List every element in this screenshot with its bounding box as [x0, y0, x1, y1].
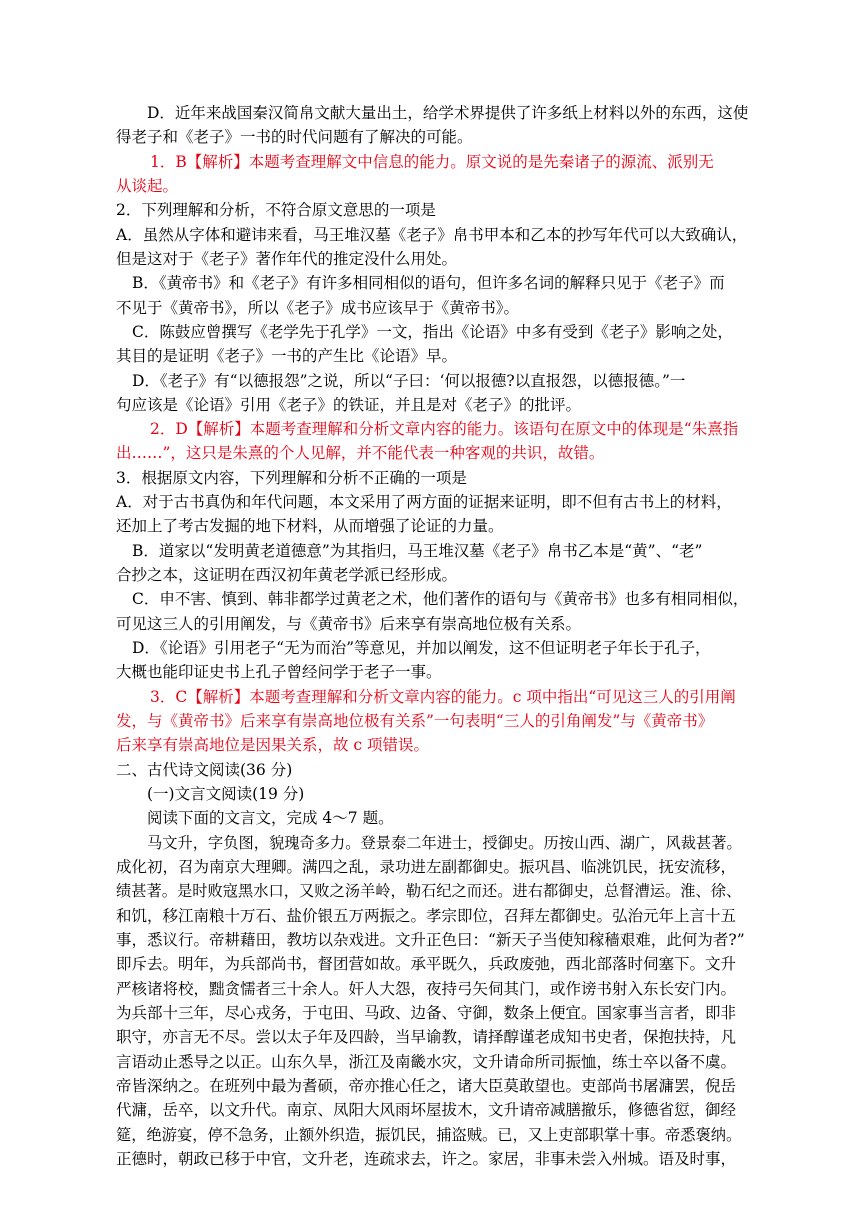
passage-line-8: 为兵部十三年，尽心戎务，于屯田、马政、边备、守御，数条上便宜。国家事当言者，即非: [116, 1004, 737, 1022]
passage-line-10: 言语动止悉导之以正。山东久旱，浙江及南畿水灾，文升请命所司振恤，练士卒以备不虞。: [116, 1053, 737, 1071]
passage-line-12: 代滽，岳卒，以文升代。南京、凤阳大风雨坏屋拔木，文升请帝减膳撤乐，修德省愆，御经: [116, 1101, 737, 1119]
q3-option-a-line-1: A．对于古书真伪和年代问题，本文采用了两方面的证据来证明，即不但有古书上的材料，: [116, 493, 732, 511]
passage-line-3: 绩甚著。是时败寇黑水口，又败之汤羊岭，勒石纪之而还。进右都御史，总督漕运。淮、徐、: [116, 882, 742, 900]
subsection-1-heading: (一)文言文阅读(19 分): [147, 785, 305, 803]
q3-option-d-line-1: D．《论语》引用老子“无为而治”等意见，并加以阐发，这不但证明老子年长于孔子，: [132, 639, 711, 657]
q3-option-b-line-2: 合抄之本，这证明在西汉初年黄老学派已经形成。: [116, 566, 458, 584]
answer-3-line-1: 3．C【解析】本题考查理解和分析文章内容的能力。c 项中指出“可见这三人的引用阐: [150, 688, 736, 706]
passage-line-9: 职守，亦言无不尽。尝以太子年及四龄，当早谕教，请择醇谨老成知书史者，保抱扶持，凡: [116, 1028, 737, 1046]
answer-1-line-2: 从谈起。: [116, 177, 179, 195]
q2-option-d-line-1: D．《老子》有“以德报怨”之说，所以“子曰：‘何以报德?以直报怨，以德报德。”一: [132, 372, 686, 390]
option-d-line-1: D．近年来战国秦汉简帛文献大量出土，给学术界提供了许多纸上材料以外的东西，这使: [147, 104, 749, 122]
answer-3-line-3: 后来享有崇高地位是因果关系，故 c 项错误。: [116, 736, 430, 754]
q3-option-d-line-2: 大概也能印证史书上孔子曾经问学于老子一事。: [116, 663, 442, 681]
q3-option-c-line-1: C．申不害、慎到、韩非都学过黄老之术，他们著作的语句与《黄帝书》也多有相同相似，: [132, 590, 749, 608]
passage-line-13: 筵，绝游宴，停不急务，止额外织造，振饥民，捕盗贼。已，又上吏部职掌十事。帝悉褒纳。: [116, 1126, 742, 1144]
q2-option-c-line-2: 其目的是证明《老子》一书的产生比《论语》早。: [116, 347, 458, 365]
question-2-stem: 2．下列理解和分析，不符合原文意思的一项是: [116, 201, 436, 219]
passage-line-14: 正德时，朝政已移于中官，文升老，连疏求去，许之。家居，非事未尝入州城。语及时事，: [116, 1150, 737, 1168]
q3-option-b-line-1: B．道家以“发明黄老道德意”为其指归，马王堆汉墓《老子》帛书乙本是“黄”、“老”: [132, 542, 703, 560]
answer-3-line-2: 发，与《黄帝书》后来享有崇高地位极有关系”一句表明“三人的引角阐发”与《黄帝书》: [116, 712, 714, 730]
q2-option-b-line-2: 不见于《黄帝书》，所以《老子》成书应该早于《黄帝书》。: [116, 299, 520, 317]
passage-line-6: 即斥去。明年，为兵部尚书，督团营如故。承平既久，兵政废弛，西北部落时伺塞下。文升: [116, 955, 737, 973]
passage-line-1: 马文升，字负图，貌瑰奇多力。登景泰二年进士，授御史。历按山西、湖广，风裁甚著。: [147, 834, 742, 852]
reading-instruction: 阅读下面的文言文，完成 4～7 题。: [147, 809, 394, 827]
passage-line-11: 帝皆深纳之。在班列中最为耆硕，帝亦推心任之，诸大臣莫敢望也。吏部尚书屠滽罢，倪岳: [116, 1077, 737, 1095]
q2-option-d-line-2: 句应该是《论语》引用《老子》的铁证，并且是对《老子》的批评。: [116, 396, 582, 414]
q2-option-b-line-1: B．《黄帝书》和《老子》有许多相同相似的语句，但许多名词的解释只见于《老子》而: [132, 274, 725, 292]
q2-option-a-line-1: A．虽然从字体和避讳来看，马王堆汉墓《老子》帛书甲本和乙本的抄写年代可以大致确认，: [116, 226, 748, 244]
q3-option-a-line-2: 还加上了考古发掘的地下材料，从而增强了论证的力量。: [116, 517, 504, 535]
passage-line-5: 事，悉议行。帝耕藉田，教坊以杂戏进。文升正色曰：“新天子当使知稼穑艰难，此何为者?”: [116, 931, 745, 949]
section-2-heading: 二、古代诗文阅读(36 分): [116, 761, 293, 779]
option-d-line-2: 得老子和《老子》一书的时代问题有了解决的可能。: [116, 128, 473, 146]
answer-1-line-1: 1．B【解析】本题考查理解文中信息的能力。原文说的是先秦诸子的源流、派别无: [150, 153, 714, 171]
passage-line-4: 和饥，移江南粮十万石、盐价银五万两振之。孝宗即位，召拜左都御史。弘治元年上言十五: [116, 907, 737, 925]
passage-line-7: 严核诸将校，黜贪懦者三十余人。奸人大怨，夜持弓矢伺其门，或作谤书射入东长安门内。: [116, 980, 737, 998]
question-3-stem: 3．根据原文内容，下列理解和分析不正确的一项是: [116, 469, 467, 487]
answer-2-line-2: 出……”，这只是朱熹的个人见解，并不能代表一种客观的共识，故错。: [116, 444, 605, 462]
passage-line-2: 成化初，召为南京大理卿。满四之乱，录功进左副都御史。振巩昌、临洮饥民，抚安流移，: [116, 858, 737, 876]
q3-option-c-line-2: 可见这三人的引用阐发，与《黄帝书》后来享有崇高地位极有关系。: [116, 615, 582, 633]
answer-2-line-1: 2．D【解析】本题考查理解和分析文章内容的能力。该语句在原文中的体现是“朱熹指: [150, 420, 739, 438]
q2-option-a-line-2: 但是这对于《老子》著作年代的推定没什么用处。: [116, 250, 458, 268]
q2-option-c-line-1: C．陈鼓应曾撰写《老学先于孔学》一文，指出《论语》中多有受到《老子》影响之处，: [132, 323, 733, 341]
